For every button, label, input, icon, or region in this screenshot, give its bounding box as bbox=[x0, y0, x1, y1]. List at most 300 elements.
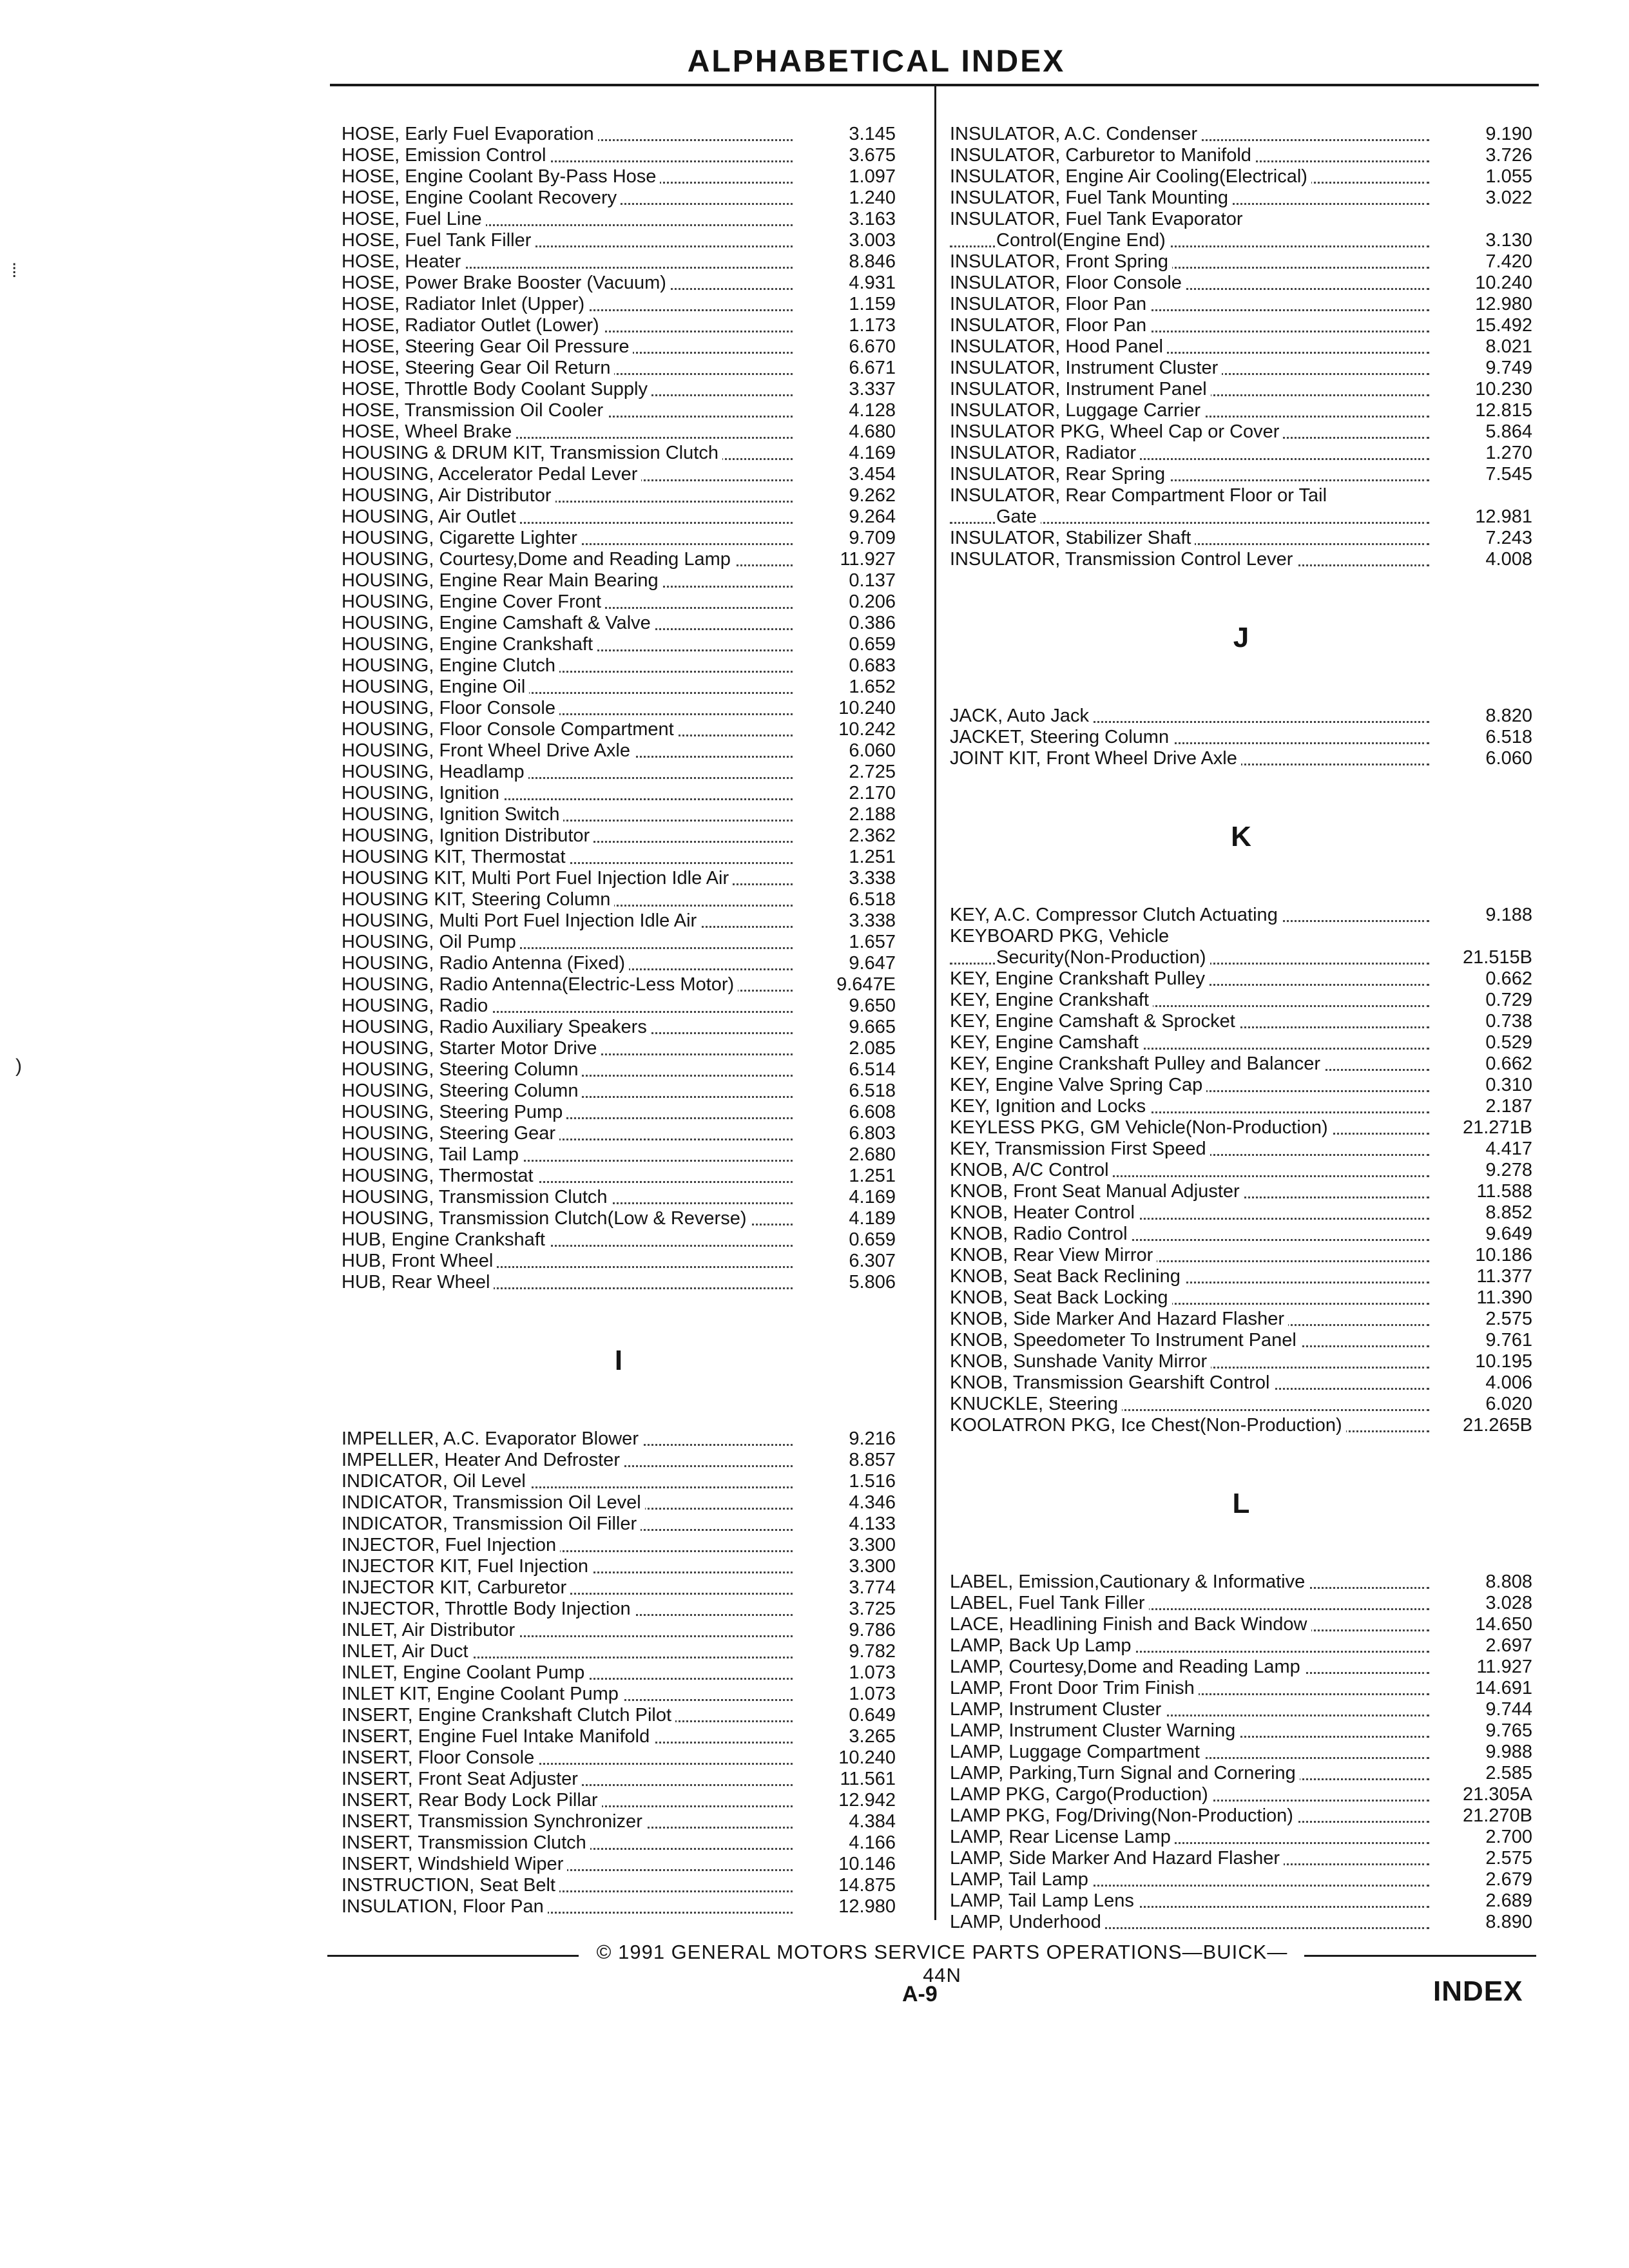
index-entry bbox=[342, 464, 896, 485]
entry-page-number: 8.021 bbox=[1485, 336, 1532, 357]
entry-page-number: 6.514 bbox=[849, 1059, 896, 1080]
entry-page-number: 2.689 bbox=[1485, 1890, 1532, 1911]
index-entry bbox=[342, 1747, 896, 1769]
entry-name: HOSE, Engine Coolant By-Pass Hose bbox=[342, 166, 660, 187]
index-entry bbox=[342, 273, 896, 294]
entry-name: HOUSING, Multi Port Fuel Injection Idle Air bbox=[342, 910, 700, 932]
entry-name: HOUSING, Oil Pump bbox=[342, 932, 520, 953]
index-entry bbox=[342, 1081, 896, 1102]
index-entry bbox=[342, 974, 896, 995]
entry-name: INSULATOR, Instrument Panel bbox=[950, 379, 1211, 400]
index-entry bbox=[342, 698, 896, 719]
entry-page-number: 0.659 bbox=[849, 1229, 896, 1250]
entry-page-number: 11.927 bbox=[840, 549, 896, 570]
entry-name: HOSE, Early Fuel Evaporation bbox=[342, 124, 598, 145]
entry-page-number: 2.697 bbox=[1485, 1635, 1532, 1656]
index-entry bbox=[342, 613, 896, 634]
footer-rule bbox=[1304, 1955, 1536, 1957]
entry-name: KEY, Engine Crankshaft Pulley bbox=[950, 968, 1209, 990]
column-divider bbox=[934, 84, 936, 1920]
index-entry bbox=[342, 762, 896, 783]
entry-page-number: 9.647 bbox=[849, 953, 896, 974]
entry-name: HOUSING, Ignition Switch bbox=[342, 804, 563, 825]
index-entry bbox=[950, 1011, 1532, 1032]
index-entry bbox=[342, 294, 896, 315]
index-entry bbox=[950, 1415, 1532, 1436]
index-entry bbox=[950, 187, 1532, 209]
entry-page-number: 12.980 bbox=[1475, 294, 1532, 314]
entry-name: INSERT, Engine Crankshaft Clutch Pilot bbox=[342, 1705, 675, 1726]
index-entry bbox=[342, 1769, 896, 1790]
entry-name: LABEL, Fuel Tank Filler bbox=[950, 1593, 1149, 1614]
entry-name: INSULATOR, Engine Air Cooling(Electrical) bbox=[950, 166, 1311, 187]
index-entry bbox=[950, 1139, 1532, 1160]
entry-name: LAMP PKG, Fog/Driving(Non-Production) bbox=[950, 1805, 1297, 1827]
index-entry bbox=[342, 847, 896, 868]
entry-name: LAMP, Rear License Lamp bbox=[950, 1827, 1175, 1848]
entry-page-number: 10.186 bbox=[1475, 1245, 1532, 1265]
index-entry bbox=[950, 1890, 1532, 1912]
entry-page-number: 1.657 bbox=[849, 932, 896, 952]
entry-name: HOSE, Power Brake Booster (Vacuum) bbox=[342, 273, 670, 294]
index-entry bbox=[342, 1641, 896, 1662]
entry-name: LAMP, Tail Lamp bbox=[950, 1869, 1092, 1890]
index-entry bbox=[342, 1144, 896, 1166]
entry-page-number: 2.700 bbox=[1485, 1827, 1532, 1847]
entry-name-continuation: Control(Engine End) bbox=[996, 230, 1170, 251]
index-entry bbox=[950, 1742, 1532, 1763]
entry-page-number: 9.761 bbox=[1485, 1330, 1532, 1350]
entry-page-number: 0.529 bbox=[1485, 1032, 1532, 1053]
index-entry bbox=[950, 727, 1532, 748]
entry-page-number: 9.649 bbox=[1485, 1224, 1532, 1244]
entry-name-continuation: Security(Non-Production) bbox=[996, 947, 1210, 968]
entry-page-number: 6.307 bbox=[849, 1251, 896, 1271]
entry-page-number: 3.726 bbox=[1485, 145, 1532, 166]
entry-name: KNOB, Speedometer To Instrument Panel bbox=[950, 1330, 1300, 1351]
entry-name: LAMP, Instrument Cluster bbox=[950, 1699, 1165, 1720]
entry-name: INLET, Air Duct bbox=[342, 1641, 472, 1662]
index-entry bbox=[342, 1272, 896, 1293]
index-entry bbox=[342, 1705, 896, 1726]
index-entry bbox=[950, 1266, 1532, 1287]
entry-name: INJECTOR, Fuel Injection bbox=[342, 1535, 560, 1556]
entry-page-number: 2.680 bbox=[849, 1144, 896, 1165]
index-entry bbox=[950, 485, 1532, 528]
entry-page-number: 10.195 bbox=[1475, 1351, 1532, 1372]
entry-page-number: 1.516 bbox=[849, 1471, 896, 1492]
entry-name: JACK, Auto Jack bbox=[950, 706, 1093, 727]
index-entry bbox=[950, 1678, 1532, 1699]
entry-name: KNOB, Rear View Mirror bbox=[950, 1245, 1157, 1266]
index-entry bbox=[950, 1869, 1532, 1890]
entry-page-number: 6.060 bbox=[1485, 748, 1532, 769]
entry-name: HOUSING, Thermostat bbox=[342, 1166, 537, 1187]
entry-page-number: 1.251 bbox=[849, 847, 896, 867]
entry-name: HOSE, Fuel Tank Filler bbox=[342, 230, 535, 251]
margin-mark: ⁞ bbox=[12, 260, 17, 282]
entry-name: KNOB, Front Seat Manual Adjuster bbox=[950, 1181, 1244, 1202]
entry-name: INSULATOR, Transmission Control Lever bbox=[950, 549, 1296, 570]
entry-name: HOUSING, Transmission Clutch bbox=[342, 1187, 612, 1208]
index-entry bbox=[342, 825, 896, 847]
entry-page-number: 0.729 bbox=[1485, 990, 1532, 1010]
index-entry bbox=[950, 1075, 1532, 1096]
index-entry bbox=[950, 1593, 1532, 1614]
index-entry bbox=[950, 1245, 1532, 1266]
entry-name: INSERT, Front Seat Adjuster bbox=[342, 1769, 582, 1790]
entry-page-number: 2.575 bbox=[1485, 1309, 1532, 1329]
index-entry bbox=[342, 1854, 896, 1875]
entry-page-number: 12.981 bbox=[1475, 506, 1532, 527]
entry-page-number: 3.725 bbox=[849, 1599, 896, 1619]
entry-name: LAMP, Underhood bbox=[950, 1912, 1105, 1933]
entry-name: LAMP, Courtesy,Dome and Reading Lamp bbox=[950, 1657, 1304, 1678]
entry-page-number: 6.060 bbox=[849, 740, 896, 761]
entry-name: INSERT, Transmission Synchronizer bbox=[342, 1811, 646, 1832]
index-entry bbox=[342, 804, 896, 825]
entry-page-number: 6.020 bbox=[1485, 1394, 1532, 1414]
entry-name: INSULATOR, Rear Compartment Floor or Tail bbox=[950, 485, 1366, 506]
entry-name: HOUSING, Engine Oil bbox=[342, 677, 529, 698]
entry-name: HOUSING, Radio Antenna (Fixed) bbox=[342, 953, 629, 974]
entry-name: KEY, Engine Crankshaft bbox=[950, 990, 1153, 1011]
entry-name: KNOB, Heater Control bbox=[950, 1202, 1139, 1224]
entry-name: JACKET, Steering Column bbox=[950, 727, 1173, 748]
entry-page-number: 6.608 bbox=[849, 1102, 896, 1122]
entry-page-number: 4.931 bbox=[849, 273, 896, 293]
entry-name: INSERT, Transmission Clutch bbox=[342, 1832, 590, 1854]
entry-name: HOSE, Radiator Inlet (Upper) bbox=[342, 294, 588, 315]
entry-page-number: 1.073 bbox=[849, 1684, 896, 1704]
entry-page-number: 8.852 bbox=[1485, 1202, 1532, 1223]
entry-name: KEY, Ignition and Locks bbox=[950, 1096, 1150, 1117]
entry-page-number: 9.744 bbox=[1485, 1699, 1532, 1720]
index-entry bbox=[950, 166, 1532, 187]
entry-name: INSULATOR, Stabilizer Shaft bbox=[950, 528, 1195, 549]
entry-page-number: 10.240 bbox=[838, 1747, 896, 1768]
entry-page-number: 1.652 bbox=[849, 677, 896, 697]
index-entry bbox=[950, 1287, 1532, 1309]
index-entry bbox=[950, 1763, 1532, 1784]
index-entry bbox=[342, 187, 896, 209]
entry-name: HOSE, Wheel Brake bbox=[342, 421, 516, 443]
entry-page-number: 3.022 bbox=[1485, 187, 1532, 208]
entry-page-number: 2.188 bbox=[849, 804, 896, 825]
section-letter-heading: J bbox=[1233, 622, 1249, 653]
entry-name: INJECTOR KIT, Carburetor bbox=[342, 1577, 570, 1599]
index-entry bbox=[950, 464, 1532, 485]
entry-name: INSERT, Floor Console bbox=[342, 1747, 538, 1769]
entry-page-number: 0.206 bbox=[849, 591, 896, 612]
index-entry bbox=[950, 1805, 1532, 1827]
entry-name: INSULATOR, Hood Panel bbox=[950, 336, 1167, 358]
index-entry bbox=[342, 570, 896, 591]
entry-page-number: 7.243 bbox=[1485, 528, 1532, 548]
entry-page-number: 0.662 bbox=[1485, 1053, 1532, 1074]
entry-name: LAMP, Side Marker And Hazard Flasher bbox=[950, 1848, 1284, 1869]
index-entry bbox=[342, 166, 896, 187]
entry-name: INLET, Engine Coolant Pump bbox=[342, 1662, 588, 1684]
index-entry bbox=[950, 1096, 1532, 1117]
entry-page-number: 10.240 bbox=[1475, 273, 1532, 293]
index-entry bbox=[342, 1811, 896, 1832]
entry-page-number: 3.774 bbox=[849, 1577, 896, 1598]
index-entry bbox=[342, 1492, 896, 1514]
entry-name: HOUSING, Radio Auxiliary Speakers bbox=[342, 1017, 651, 1038]
index-entry bbox=[342, 889, 896, 910]
entry-name: LACE, Headlining Finish and Back Window bbox=[950, 1614, 1311, 1635]
entry-page-number: 6.518 bbox=[1485, 727, 1532, 747]
index-entry bbox=[342, 1514, 896, 1535]
entry-page-number: 9.262 bbox=[849, 485, 896, 506]
index-entry bbox=[342, 953, 896, 974]
index-entry bbox=[342, 932, 896, 953]
entry-name: HUB, Engine Crankshaft bbox=[342, 1229, 549, 1251]
entry-page-number: 4.384 bbox=[849, 1811, 896, 1832]
index-entry bbox=[342, 1208, 896, 1229]
entry-page-number: 1.073 bbox=[849, 1662, 896, 1683]
entry-name: HOUSING & DRUM KIT, Transmission Clutch bbox=[342, 443, 722, 464]
entry-page-number: 8.857 bbox=[849, 1450, 896, 1470]
entry-name: LAMP, Back Up Lamp bbox=[950, 1635, 1135, 1657]
index-column-left bbox=[342, 124, 896, 1917]
entry-page-number: 9.782 bbox=[849, 1641, 896, 1662]
entry-page-number: 9.765 bbox=[1485, 1720, 1532, 1741]
entry-page-number: 10.242 bbox=[838, 719, 896, 740]
entry-page-number: 3.163 bbox=[849, 209, 896, 229]
entry-page-number: 9.709 bbox=[849, 528, 896, 548]
index-entry bbox=[342, 995, 896, 1017]
index-entry bbox=[950, 1309, 1532, 1330]
index-entry bbox=[950, 990, 1532, 1011]
entry-name: INSULATOR, Fuel Tank Mounting bbox=[950, 187, 1232, 209]
entry-page-number: 9.190 bbox=[1485, 124, 1532, 144]
entry-page-number: 0.386 bbox=[849, 613, 896, 633]
index-entry bbox=[342, 1251, 896, 1272]
entry-name: LAMP, Tail Lamp Lens bbox=[950, 1890, 1138, 1912]
entry-name: HOUSING, Air Distributor bbox=[342, 485, 555, 506]
index-entry bbox=[342, 528, 896, 549]
entry-name: HOUSING, Headlamp bbox=[342, 762, 528, 783]
entry-name: HOUSING, Steering Column bbox=[342, 1059, 582, 1081]
entry-page-number: 3.454 bbox=[849, 464, 896, 485]
entry-page-number: 2.575 bbox=[1485, 1848, 1532, 1869]
entry-page-number: 2.170 bbox=[849, 783, 896, 803]
index-entry bbox=[950, 336, 1532, 358]
entry-page-number: 4.006 bbox=[1485, 1372, 1532, 1393]
entry-name: INSULATOR PKG, Wheel Cap or Cover bbox=[950, 421, 1283, 443]
index-column-right bbox=[950, 124, 1532, 1933]
entry-page-number: 21.305A bbox=[1462, 1784, 1532, 1805]
entry-name: KEYBOARD PKG, Vehicle bbox=[950, 926, 1366, 947]
entry-name: INSULATOR, Fuel Tank Evaporator bbox=[950, 209, 1366, 230]
entry-page-number: 8.820 bbox=[1485, 706, 1532, 726]
index-entry bbox=[950, 400, 1532, 421]
entry-name: HOUSING, Transmission Clutch(Low & Reverse) bbox=[342, 1208, 751, 1229]
index-entry bbox=[342, 1187, 896, 1208]
entry-name: IMPELLER, A.C. Evaporator Blower bbox=[342, 1428, 642, 1450]
entry-name: KNOB, A/C Control bbox=[950, 1160, 1113, 1181]
entry-name: HOUSING, Radio Antenna(Electric-Less Motor) bbox=[342, 974, 738, 995]
entry-page-number: 4.166 bbox=[849, 1832, 896, 1853]
entry-name: IMPELLER, Heater And Defroster bbox=[342, 1450, 624, 1471]
entry-page-number: 1.270 bbox=[1485, 443, 1532, 463]
entry-name: HOUSING, Steering Pump bbox=[342, 1102, 566, 1123]
index-entry bbox=[342, 910, 896, 932]
index-entry bbox=[342, 1471, 896, 1492]
entry-page-number: 0.662 bbox=[1485, 968, 1532, 989]
index-entry bbox=[342, 209, 896, 230]
entry-page-number: 1.251 bbox=[849, 1166, 896, 1186]
entry-page-number: 1.159 bbox=[849, 294, 896, 314]
entry-page-number: 0.310 bbox=[1485, 1075, 1532, 1095]
entry-page-number: 0.137 bbox=[849, 570, 896, 591]
entry-name: HOUSING KIT, Thermostat bbox=[342, 847, 570, 868]
entry-page-number: 2.085 bbox=[849, 1038, 896, 1059]
entry-page-number: 1.097 bbox=[849, 166, 896, 187]
entry-name: KEY, Engine Valve Spring Cap bbox=[950, 1075, 1206, 1096]
entry-page-number: 1.173 bbox=[849, 315, 896, 336]
entry-page-number: 1.055 bbox=[1485, 166, 1532, 187]
entry-name: KEY, A.C. Compressor Clutch Actuating bbox=[950, 905, 1282, 926]
entry-page-number: 4.169 bbox=[849, 443, 896, 463]
entry-page-number: 7.420 bbox=[1485, 251, 1532, 272]
index-entry bbox=[342, 655, 896, 677]
entry-name: HOSE, Transmission Oil Cooler bbox=[342, 400, 607, 421]
entry-name: INSTRUCTION, Seat Belt bbox=[342, 1875, 559, 1896]
entry-name: KEYLESS PKG, GM Vehicle(Non-Production) bbox=[950, 1117, 1332, 1139]
index-entry bbox=[950, 1635, 1532, 1657]
index-entry bbox=[950, 1202, 1532, 1224]
entry-page-number: 10.230 bbox=[1475, 379, 1532, 399]
entry-name: LAMP, Front Door Trim Finish bbox=[950, 1678, 1199, 1699]
index-entry bbox=[950, 294, 1532, 315]
index-entry bbox=[950, 1912, 1532, 1933]
entry-name: HOUSING, Engine Camshaft & Valve bbox=[342, 613, 655, 634]
section-letter-heading: L bbox=[1232, 1488, 1250, 1519]
entry-page-number: 21.265B bbox=[1462, 1415, 1532, 1436]
entry-name: HOSE, Steering Gear Oil Return bbox=[342, 358, 614, 379]
index-entry bbox=[950, 421, 1532, 443]
index-entry bbox=[342, 1662, 896, 1684]
entry-name: HOUSING, Ignition Distributor bbox=[342, 825, 593, 847]
index-entry bbox=[342, 145, 896, 166]
index-entry bbox=[950, 1117, 1532, 1139]
index-entry bbox=[342, 1450, 896, 1471]
entry-page-number: 9.188 bbox=[1485, 905, 1532, 925]
entry-page-number: 4.133 bbox=[849, 1514, 896, 1534]
index-entry bbox=[342, 740, 896, 762]
index-entry bbox=[950, 379, 1532, 400]
entry-page-number: 9.264 bbox=[849, 506, 896, 527]
margin-mark: ) bbox=[15, 1055, 22, 1077]
index-entry bbox=[950, 1372, 1532, 1394]
index-entry bbox=[950, 549, 1532, 570]
entry-name: KEY, Engine Camshaft bbox=[950, 1032, 1142, 1053]
index-entry bbox=[950, 528, 1532, 549]
index-entry bbox=[342, 634, 896, 655]
index-entry bbox=[342, 1038, 896, 1059]
index-entry bbox=[950, 1657, 1532, 1678]
index-entry bbox=[342, 400, 896, 421]
index-entry bbox=[950, 1330, 1532, 1351]
index-entry bbox=[950, 1053, 1532, 1075]
index-entry bbox=[342, 124, 896, 145]
index-entry bbox=[950, 748, 1532, 769]
index-entry bbox=[950, 706, 1532, 727]
index-entry bbox=[950, 358, 1532, 379]
entry-name: INLET, Air Distributor bbox=[342, 1620, 519, 1641]
entry-name: HOUSING, Steering Gear bbox=[342, 1123, 559, 1144]
entry-name: HOUSING, Engine Clutch bbox=[342, 655, 559, 677]
index-entry bbox=[342, 1102, 896, 1123]
page-title: ALPHABETICAL INDEX bbox=[687, 44, 1066, 79]
section-label: INDEX bbox=[1433, 1975, 1523, 2007]
index-entry bbox=[342, 379, 896, 400]
entry-name: INSERT, Rear Body Lock Pillar bbox=[342, 1790, 602, 1811]
entry-name: INSULATOR, A.C. Condenser bbox=[950, 124, 1201, 145]
entry-name: HOUSING, Front Wheel Drive Axle bbox=[342, 740, 634, 762]
entry-page-number: 9.650 bbox=[849, 995, 896, 1016]
index-entry bbox=[342, 1620, 896, 1641]
entry-page-number: 8.890 bbox=[1485, 1912, 1532, 1932]
entry-page-number: 5.864 bbox=[1485, 421, 1532, 442]
entry-name: INSULATOR, Floor Pan bbox=[950, 294, 1150, 315]
entry-page-number: 2.725 bbox=[849, 762, 896, 782]
entry-page-number: 21.515B bbox=[1462, 947, 1532, 968]
entry-page-number: 1.240 bbox=[849, 187, 896, 208]
entry-name: INSULATOR, Rear Spring bbox=[950, 464, 1169, 485]
entry-name: INSULATOR, Carburetor to Manifold bbox=[950, 145, 1255, 166]
entry-name: INSULATOR, Luggage Carrier bbox=[950, 400, 1204, 421]
entry-page-number: 11.561 bbox=[840, 1769, 896, 1789]
index-entry bbox=[342, 549, 896, 570]
entry-name: INDICATOR, Oil Level bbox=[342, 1471, 530, 1492]
entry-name: HOSE, Emission Control bbox=[342, 145, 550, 166]
entry-name: HOUSING, Cigarette Lighter bbox=[342, 528, 581, 549]
index-entry bbox=[342, 315, 896, 336]
entry-page-number: 2.679 bbox=[1485, 1869, 1532, 1890]
entry-page-number: 3.300 bbox=[849, 1556, 896, 1577]
index-entry bbox=[950, 1571, 1532, 1593]
entry-name: LAMP, Instrument Cluster Warning bbox=[950, 1720, 1239, 1742]
entry-name: INSULATOR, Radiator bbox=[950, 443, 1140, 464]
index-entry bbox=[342, 506, 896, 528]
index-entry bbox=[342, 1599, 896, 1620]
index-entry bbox=[342, 251, 896, 273]
entry-name: HOUSING, Floor Console Compartment bbox=[342, 719, 678, 740]
entry-name: INJECTOR, Throttle Body Injection bbox=[342, 1599, 635, 1620]
entry-page-number: 3.003 bbox=[849, 230, 896, 251]
entry-page-number: 0.649 bbox=[849, 1705, 896, 1725]
index-entry bbox=[950, 926, 1532, 968]
index-entry bbox=[950, 1784, 1532, 1805]
index-entry bbox=[342, 1790, 896, 1811]
entry-page-number: 0.683 bbox=[849, 655, 896, 676]
entry-page-number: 6.670 bbox=[849, 336, 896, 357]
entry-page-number: 3.338 bbox=[849, 868, 896, 889]
index-entry bbox=[950, 1181, 1532, 1202]
entry-page-number: 4.346 bbox=[849, 1492, 896, 1513]
index-entry bbox=[950, 1614, 1532, 1635]
index-entry bbox=[950, 905, 1532, 926]
entry-name: HOUSING, Engine Cover Front bbox=[342, 591, 605, 613]
entry-name: HOUSING, Accelerator Pedal Lever bbox=[342, 464, 641, 485]
index-entry bbox=[342, 1726, 896, 1747]
entry-page-number: 21.271B bbox=[1462, 1117, 1532, 1138]
entry-name: INSULATOR, Floor Console bbox=[950, 273, 1186, 294]
